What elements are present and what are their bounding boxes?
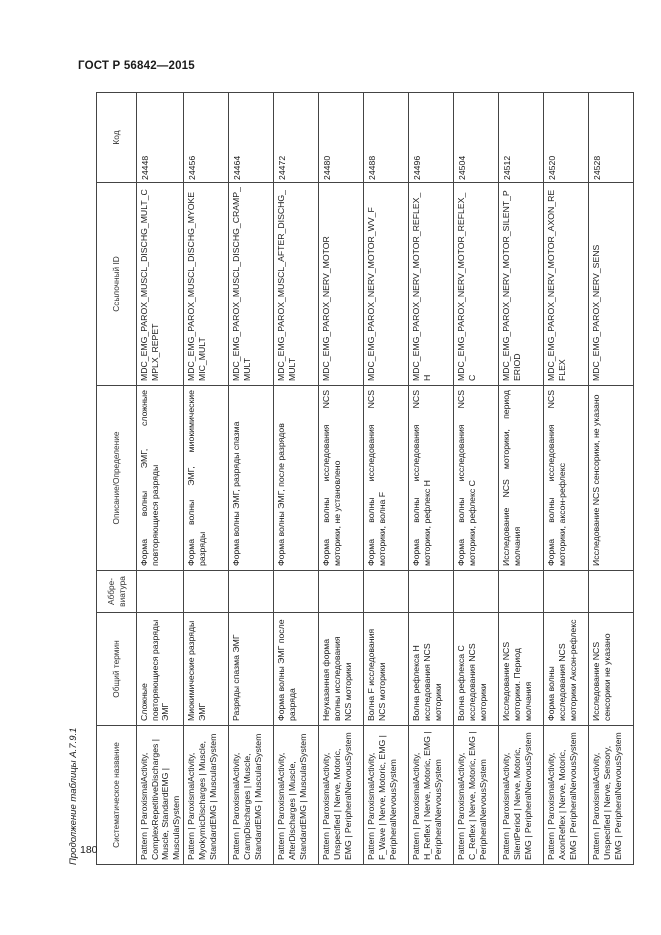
cell-common-term: Форма волны ЭМГ после разряда <box>274 613 319 726</box>
page-number: 180 <box>80 844 98 856</box>
cell-definition: Исследование NCS сенсорики, не указано <box>589 386 634 571</box>
cell-abbreviation <box>364 571 409 613</box>
cell-reference-id: MDC_EMG_PAROX_NERV_MOTOR_WV_F <box>364 183 409 386</box>
cell-abbreviation <box>137 571 184 613</box>
terms-table <box>96 92 634 865</box>
table-row <box>364 93 409 865</box>
cell-systematic-name: Pattern | ParoxismalActivity, AxonReflex | Nerve, Motoric, EMG | PeripheralNervousSystem <box>544 726 589 865</box>
cell-reference-id: MDC_EMG_PAROX_NERV_MOTOR_REFLEX_H <box>409 183 454 386</box>
cell-common-term: Волна рефлекса H исследования NCS моторики <box>409 613 454 726</box>
cell-definition: Исследование NCS моторики, период молчания <box>499 386 544 571</box>
cell-common-term: Форма волны исследования NCS моторики Аксон-рефлекс <box>544 613 589 726</box>
table-row <box>499 93 544 865</box>
table-row <box>454 93 499 865</box>
cell-definition: Форма волны ЭМГ, сложные повторяющиеся разряды <box>137 386 184 571</box>
cell-abbreviation <box>499 571 544 613</box>
cell-common-term: Волна рефлекса C исследования NCS моторики <box>454 613 499 726</box>
cell-definition: Форма волны исследования NCS моторики, волна F <box>364 386 409 571</box>
table-row <box>409 93 454 865</box>
cell-abbreviation <box>454 571 499 613</box>
table-header-row <box>97 93 137 865</box>
cell-reference-id: MDC_EMG_PAROX_NERV_MOTOR_SILENT_PERIOD <box>499 183 544 386</box>
cell-common-term: Сложные повторяющиеся разряды ЭМГ <box>137 613 184 726</box>
header-reference-id: Ссылочный ID <box>97 183 137 386</box>
header-abbreviation: Аббре-виатура <box>97 571 137 613</box>
cell-systematic-name: Pattern | ParoxismalActivity, MyokymicDischarges | Muscle, StandardEMG | MuscularSystem <box>184 726 229 865</box>
cell-code: 24496 <box>409 93 454 183</box>
cell-code: 24456 <box>184 93 229 183</box>
table-caption: Продолжение таблицы А.7.9.1 <box>68 727 79 865</box>
cell-systematic-name: Pattern | ParoxismalActivity, AfterDischarges | Muscle, StandardEMG | MuscularSystem <box>274 726 319 865</box>
cell-common-term: Исследование NCS моторики. Период молчания <box>499 613 544 726</box>
header-code: Код <box>97 93 137 183</box>
cell-definition: Форма волны ЭМГ, разряды спазма <box>229 386 274 571</box>
cell-systematic-name: Pattern | ParoxismalActivity, Unspecified | Nerve, Sensory, EMG | PeripheralNervousSystem <box>589 726 634 865</box>
cell-reference-id: MDC_EMG_PAROX_NERV_MOTOR_AXON_REFLEX <box>544 183 589 386</box>
cell-abbreviation <box>184 571 229 613</box>
cell-abbreviation <box>229 571 274 613</box>
cell-abbreviation <box>544 571 589 613</box>
table-row <box>319 93 364 865</box>
document-title: ГОСТ Р 56842—2015 <box>78 60 195 72</box>
table-row <box>544 93 589 865</box>
cell-common-term: Миокимические разряды ЭМГ <box>184 613 229 726</box>
cell-reference-id: MDC_EMG_PAROX_NERV_MOTOR_REFLEX_C <box>454 183 499 386</box>
cell-reference-id: MDC_EMG_PAROX_MUSCL_DISCHG_MYOKEMIC_MULT <box>184 183 229 386</box>
cell-systematic-name: Pattern | ParoxismalActivity, F_Wave | Nerve, Motoric, EMG | PeripheralNervousSystem <box>364 726 409 865</box>
cell-abbreviation <box>589 571 634 613</box>
header-definition: Описание/Определение <box>97 386 137 571</box>
cell-abbreviation <box>274 571 319 613</box>
cell-systematic-name: Pattern | ParoxismalActivity, Unspecified | Nerve, Motoric, EMG | PeripheralNervousSystem <box>319 726 364 865</box>
cell-code: 24464 <box>229 93 274 183</box>
cell-definition: Форма волны ЭМГ, миокимические разряды <box>184 386 229 571</box>
cell-systematic-name: Pattern | ParoxismalActivity, H_Reflex | Nerve, Motoric, EMG | PeripheralNervousSystem <box>409 726 454 865</box>
cell-systematic-name: Pattern | ParoxismalActivity, SilentPeriod | Nerve, Motoric, EMG | PeripheralNervousSystem <box>499 726 544 865</box>
header-common-term: Общий термин <box>97 613 137 726</box>
cell-reference-id: MDC_EMG_PAROX_NERV_MOTOR <box>319 183 364 386</box>
cell-abbreviation <box>409 571 454 613</box>
cell-code: 24448 <box>137 93 184 183</box>
table-row <box>137 93 184 865</box>
table-row <box>274 93 319 865</box>
cell-code: 24488 <box>364 93 409 183</box>
cell-definition: Форма волны исследования NCS моторики, рефлекс C <box>454 386 499 571</box>
table-row <box>184 93 229 865</box>
cell-code: 24480 <box>319 93 364 183</box>
header-systematic-name: Систематическое название <box>97 726 137 865</box>
table-row <box>229 93 274 865</box>
cell-systematic-name: Pattern | ParoxismalActivity, C_Reflex | Nerve, Motoric, EMG | PeripheralNervousSystem <box>454 726 499 865</box>
cell-systematic-name: Pattern | ParoxismalActivity, ComplexRepetitiveDischarges | Muscle, StandardEMG | MuscularSystem <box>137 726 184 865</box>
cell-code: 24472 <box>274 93 319 183</box>
cell-abbreviation <box>319 571 364 613</box>
cell-common-term: Неуказанная форма волны исследования NCS моторики <box>319 613 364 726</box>
cell-code: 24504 <box>454 93 499 183</box>
cell-common-term: Разряды спазма ЭМГ <box>229 613 274 726</box>
table-row <box>589 93 634 865</box>
cell-code: 24512 <box>499 93 544 183</box>
cell-code: 24528 <box>589 93 634 183</box>
cell-definition: Форма волны исследования NCS моторики, не установлено <box>319 386 364 571</box>
cell-definition: Форма волны ЭМГ, после разрядов <box>274 386 319 571</box>
cell-code: 24520 <box>544 93 589 183</box>
cell-definition: Форма волны исследования NCS моторики, рефлекс H <box>409 386 454 571</box>
cell-reference-id: MDC_EMG_PAROX_MUSCL_DISCHG_MULT_CMPLX_REPET <box>137 183 184 386</box>
table-body <box>137 93 634 865</box>
cell-systematic-name: Pattern | ParoxismalActivity, CrampDischarges | Muscle, StandardEMG | MuscularSystem <box>229 726 274 865</box>
cell-common-term: Волна F исследования NCS моторики <box>364 613 409 726</box>
cell-reference-id: MDC_EMG_PAROX_NERV_SENS <box>589 183 634 386</box>
cell-common-term: Исследование NCS сенсорики не указано <box>589 613 634 726</box>
cell-definition: Форма волны исследования NCS моторики, аксон-рефлекс <box>544 386 589 571</box>
cell-reference-id: MDC_EMG_PAROX_MUSCL_AFTER_DISCHG_MULT <box>274 183 319 386</box>
rotated-table-block <box>65 92 623 865</box>
cell-reference-id: MDC_EMG_PAROX_MUSCL_DISCHG_CRAMP_MULT <box>229 183 274 386</box>
